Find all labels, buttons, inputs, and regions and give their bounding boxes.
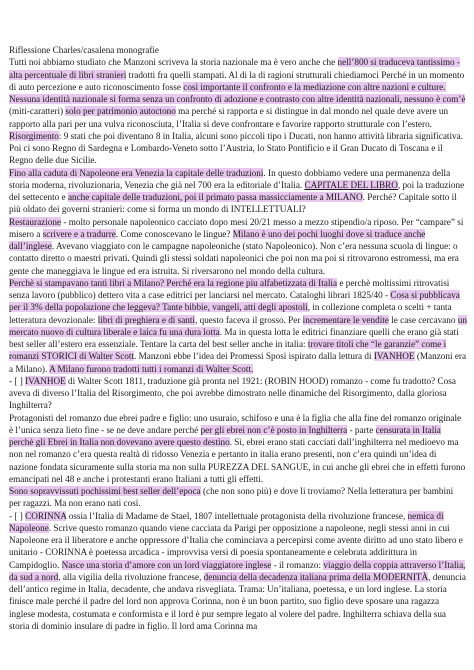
highlighted-text: CAPITALE DEL LIBRO <box>304 179 398 190</box>
text-run: le case cercavano <box>388 314 458 325</box>
text-run: Protagonisti del romanzo due ebrei padre e figlio: uno usuraio, schifoso e una è la figlia che alla fine del romanzo originale è l’unica senza lieto fine - se ne deve andare perché <box>9 412 462 435</box>
highlighted-text: censurata in Italia perchè gli Ebrei in Italia non dovevano avere questo destino <box>9 424 441 447</box>
text-run: - parte <box>347 424 376 435</box>
highlighted-text: così importante il confronto e la mediazione con altre nazioni e culture. Nessuna identità nazionale si forma senza un confronto di adozione e contrasto con altre identità nazionali, nessuno è com’è <box>9 81 466 104</box>
highlighted-text: IVANHOE <box>373 351 415 362</box>
text-run: . Come conoscevano le lingue? <box>115 228 233 239</box>
text-run: tradotti fra quelli stampati. Al di la di ragioni strutturali chiediamoci Perché in un momento di auto percezione e auto riconoscimento fosse <box>9 69 465 92</box>
highlighted-text: CORINNA <box>25 510 67 521</box>
paragraph <box>9 485 467 510</box>
document-body <box>9 56 467 632</box>
text-run: Tutti noi abbiamo studiato che Manzoni scriveva la storia nazionale ma è vero anche che <box>9 57 338 68</box>
text-run: . Avevano viaggiato con le campagne napoleoniche (stato Napoleonico). Non c’era nessuna scuola di lingue: o contatto diretto o maestri privati. Quindi gli stessi soldati napoleonici che poi non ma poi si ritrovarono estromessi, ma era gente che maneggiava le lingue ed era istruita. Si riversarono nel mondo della cultura. <box>9 241 459 276</box>
paragraph <box>9 167 467 216</box>
highlighted-text: nell’800 si traduceva tantissimo - alta percentuale di libri stranieri <box>9 57 460 80</box>
text-run: (Manzoni era a Milano). <box>9 351 467 374</box>
text-run: , questo faceva il grosso. Per <box>195 314 303 325</box>
highlighted-text: IVANHOE <box>25 375 66 386</box>
text-run: . Scrive questo romanzo quando viene cacciata da Parigi per opposizione a napoleone, negli stessi anni in cui Napoleone era il liberatore e anche oppressore d’Italia che cominciava a percepirsi come avente diritto ad uno stato libero e unitario - CORINNA è poetessa arcadica - improvvisa versi di poesia spontaneamente e celebrata addirittura in Campidoglio. <box>9 522 463 570</box>
text-run: , denuncia dell’antico regime in Italia, decadente, che andava risvegliata. Trama: Un’italiana, poetessa, e un lord inglese. La storia finisce male perché il padre del lord non approva Corinna, non è un buon partito, suo figlio deve sposare una ragazza inglese modesta, costumata e conformista e il lord è pur sempre legato al volere del padre. Inghilterra schiava della sua storia di dominio insulare di padre in figlio. Il lord ama Corinna ma <box>9 571 466 631</box>
highlighted-text: incrementare le vendite <box>302 314 389 325</box>
document-page <box>9 44 467 632</box>
text-run: , alla vigilia della rivoluzione francese, <box>58 571 204 582</box>
highlighted-text: nemica di Napoleone <box>9 510 444 533</box>
text-run: di Walter Scott 1811, traduzione già pronta nel 1921: (ROBIN HOOD) romanzo - come fu tradotto? Cosa aveva di diverso l’Italia del Risorgimento, che poi avrebbe dimostrato nelle dinamiche del Risorgimento, dalla gloriosa Inghilterra? <box>9 375 456 411</box>
highlighted-text: Milano è uno dei pochi luoghi dove si traduce anche dall’inglese <box>9 228 426 251</box>
text-run: ma perché si rapporta e si distingue in dal mondo nel quale deve avere un rapporto alla pari per una vulva riconosciuta, l’Italia si deve confrontare e favorire rapporto strutturale con l’estero. <box>9 106 449 129</box>
text-run: (che non sono più) e dove li troviamo? Nella letteratura per bambini per ragazzi. Ma non erano nati così. <box>9 486 454 509</box>
text-run: . Ma in questa lotta le editrici finanziare quelli che erano già stati best seller all’estero era essenziale. Tentare la carta del best seller anche in italia: <box>9 326 459 349</box>
text-run: - [ ] <box>9 510 26 521</box>
paragraph <box>9 56 467 130</box>
paragraph <box>9 277 467 375</box>
text-run: (miti-caratteri) <box>9 106 66 117</box>
text-run: ossia l’Italia di Madame de Stael, 1807 intellettuale protagonista della rivoluzione francese, <box>66 510 408 521</box>
text-run: . Manzoni ebbe l’idea dei Promessi Sposi ispirato dalla lettura di <box>133 351 374 362</box>
highlighted-text: Sono sopravvissuti pochissimi best seller dell’epoca <box>9 486 201 496</box>
text-run: - il romanzo: <box>271 559 324 570</box>
text-run: . Sì, ebrei erano stati cacciati dall’inghilterra nel medioevo ma non nel romanzo c’era questa realtà di ridosso Venezia e pertanto in italia erano presenti, non c’era quindi un’idea di nazione fondata sicuramente sulla storia ma non sulla PUREZZA DEL SANGUE, in cui anche gli ebrei che in effetti furono emancipati nel 48 e anche i protestanti erano Italiani a tutti gli effetti. <box>9 437 466 484</box>
highlighted-text: Perchè si stampavano tanti libri a Milano? Perché era la regione piu alfabetizzata di Italia <box>9 277 338 288</box>
text-run: - [ ] <box>9 375 26 386</box>
paragraph <box>9 510 467 633</box>
text-run: - molto personale napoleonico cacciato dopo mesi 20/21 messo a mezzo stipendio/a riposo. Per “campare” si misero a <box>9 216 464 239</box>
highlighted-text: trovare titoli che “le garanzie” come i romanzi STORICI di Walter Scott <box>9 339 447 362</box>
highlighted-text: anche capitale delle traduzioni, poi il primato passa massicciamente a MILANO <box>67 192 363 202</box>
highlighted-text: scrivere e a tradurre <box>42 228 116 239</box>
text-run: . In questo dobbiamo vedere una permanenza della storia moderna, rivoluzionaria, Venezia che già nel 700 era la editoriale d’Italia. <box>9 167 451 190</box>
highlighted-text: Fino alla caduta di Napoleone era Venezia la capitale delle traduzioni <box>9 167 264 178</box>
text-run: . Perché? Capitale sotto il più oldato dei governi stranieri: come si forma un mondo di INTELLETTUALI? <box>9 192 457 215</box>
document-title: Riflessione Charles/casalena monografie <box>9 45 160 55</box>
highlighted-text: Restaurazione <box>9 216 62 227</box>
paragraph <box>9 130 467 167</box>
highlighted-text: A Milano furono tradotti tutti i romanzi di Walter Scott. <box>49 363 254 374</box>
text-run: , in collezione completa o scelti + tanta letteratura devozionale: <box>9 302 452 325</box>
highlighted-text: libri di preghiera e di santi <box>97 314 195 325</box>
highlighted-text: viaggio della coppia attraverso l’Italia, da sud a nord <box>9 559 466 582</box>
text-run: , poi la traduzione del settecento e <box>9 179 465 202</box>
highlighted-text: Nasce una storia d’amore con un lord viaggiatore inglese <box>61 559 272 570</box>
highlighted-text: solo per patrimonio autoctono <box>65 106 176 117</box>
highlighted-text: un mercato nuovo di cultura liberale e laica fu una dura lotta <box>9 314 467 337</box>
paragraph <box>9 375 467 412</box>
highlighted-text: per gli ebrei non c’è posto in Inghilterra <box>200 424 348 435</box>
paragraph <box>9 412 467 486</box>
highlighted-text: Cosa si pubblicava per il 3% della popolazione che leggeva? Tante bibbie, vangeli, atti degli apostoli <box>9 290 460 313</box>
highlighted-text: denuncia della decadenza italiana prima della MODERNITÀ <box>203 571 429 582</box>
text-run: : 9 stati che poi diventano 8 in Italia, alcuni sono piccoli tipo i Ducati, non hanno attività libraria significativa. Poi ci sono Regno di Sardegna e Lombardo-Veneto sotto l’Austria, lo Stato Pontificio e il Gran Ducato di Toscana e il Regno delle due Sicilie. <box>9 130 464 166</box>
paragraph <box>9 216 467 277</box>
highlighted-text: Risorgimento <box>9 130 59 141</box>
text-run: e perchè moltissimi ritrovatisi senza lavoro (pubblico) dettero vita a case editrici per lanciarsi nel mercato. Cataloghi librari 1825/40 - <box>9 277 450 300</box>
